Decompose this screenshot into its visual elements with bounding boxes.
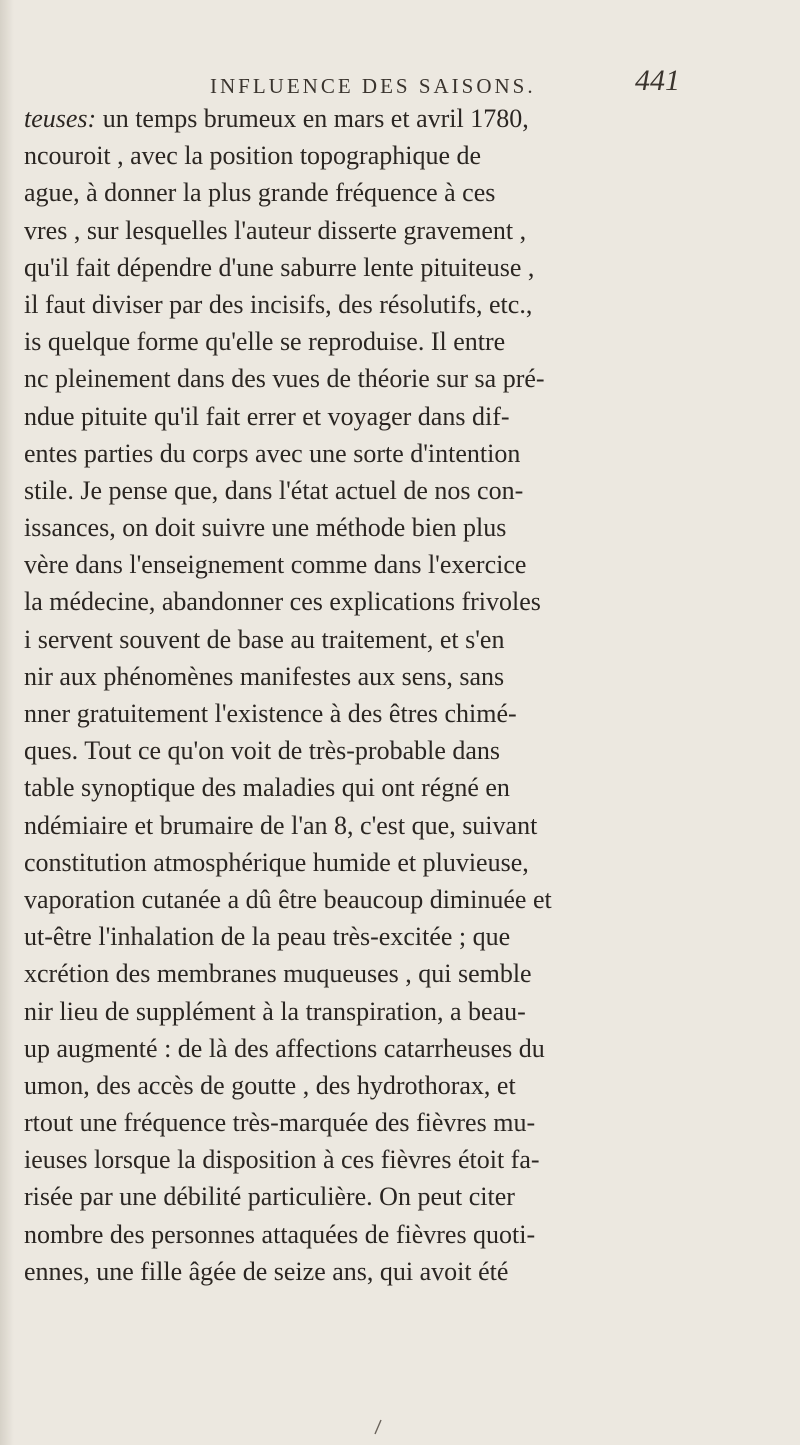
text-line: la médecine, abandonner ces explications frivoles bbox=[24, 587, 541, 617]
text-line: nombre des personnes attaquées de fièvres quoti- bbox=[24, 1219, 536, 1249]
text-line: nc pleinement dans des vues de théorie sur sa pré- bbox=[24, 364, 545, 394]
text-line: ndémiaire et brumaire de l'an 8, c'est que, suivant bbox=[24, 810, 538, 840]
text-line: entes parties du corps avec une sorte d'intention bbox=[24, 438, 521, 468]
text-line: vaporation cutanée a dû être beaucoup diminuée et bbox=[24, 884, 552, 914]
text-line: ut-être l'inhalation de la peau très-excitée ; que bbox=[24, 922, 511, 952]
text-line: vère dans l'enseignement comme dans l'exercice bbox=[24, 550, 527, 580]
text-line: ndue pituite qu'il fait errer et voyager dans dif- bbox=[24, 401, 510, 431]
text-line: issances, on doit suivre une méthode bien plus bbox=[24, 513, 507, 543]
text-line: nir aux phénomènes manifestes aux sens, sans bbox=[24, 661, 505, 691]
text-line: ncouroit , avec la position topographique de bbox=[24, 141, 482, 171]
text-line: constitution atmosphérique humide et pluvieuse, bbox=[24, 847, 529, 877]
text-line: qu'il fait dépendre d'une saburre lente pituiteuse , bbox=[24, 252, 535, 282]
text-line-rest: un temps brumeux en mars et avril 1780, bbox=[96, 104, 529, 133]
text-line: nir lieu de supplément à la transpiration, a beau- bbox=[24, 996, 526, 1026]
text-line: nner gratuitement l'existence à des êtres chimé- bbox=[24, 699, 517, 728]
text-line: ague, à donner la plus grande fréquence à ces bbox=[24, 178, 496, 208]
ink-speck-mark bbox=[370, 1418, 386, 1436]
text-line: stile. Je pense que, dans l'état actuel de nos con- bbox=[24, 475, 524, 505]
text-line: i servent souvent de base au traitement, et s'en bbox=[24, 624, 505, 654]
running-head: INFLUENCE DES SAISONS. bbox=[210, 74, 536, 98]
page-number: 441 bbox=[635, 64, 680, 97]
body-text bbox=[24, 100, 784, 1290]
text-line: risée par une débilité particulière. On peut citer bbox=[24, 1182, 515, 1212]
text-line: vres , sur lesquelles l'auteur disserte gravement , bbox=[24, 215, 527, 245]
text-line: ques. Tout ce qu'on voit de très-probable dans bbox=[24, 736, 501, 766]
text-line: ieuses lorsque la disposition à ces fièvres étoit fa- bbox=[24, 1145, 540, 1175]
text-line: rtout une fréquence très-marquée des fièvres mu- bbox=[24, 1108, 536, 1138]
text-line: is quelque forme qu'elle se reproduise. Il entre bbox=[24, 327, 506, 357]
text-line: xcrétion des membranes muqueuses , qui semble bbox=[24, 959, 532, 989]
text-line-italic-start: teuses: bbox=[24, 104, 97, 133]
binding-edge bbox=[0, 0, 14, 1445]
text-line: table synoptique des maladies qui ont régné en bbox=[24, 773, 510, 803]
text-line: il faut diviser par des incisifs, des résolutifs, etc., bbox=[24, 289, 533, 319]
page-header bbox=[210, 64, 680, 104]
text-line: up augmenté : de là des affections catarrheuses du bbox=[24, 1033, 545, 1063]
text-line: umon, des accès de goutte , des hydrothorax, et bbox=[24, 1070, 516, 1100]
text-line: ennes, une fille âgée de seize ans, qui avoit été bbox=[24, 1256, 509, 1286]
text-line bbox=[24, 100, 784, 137]
